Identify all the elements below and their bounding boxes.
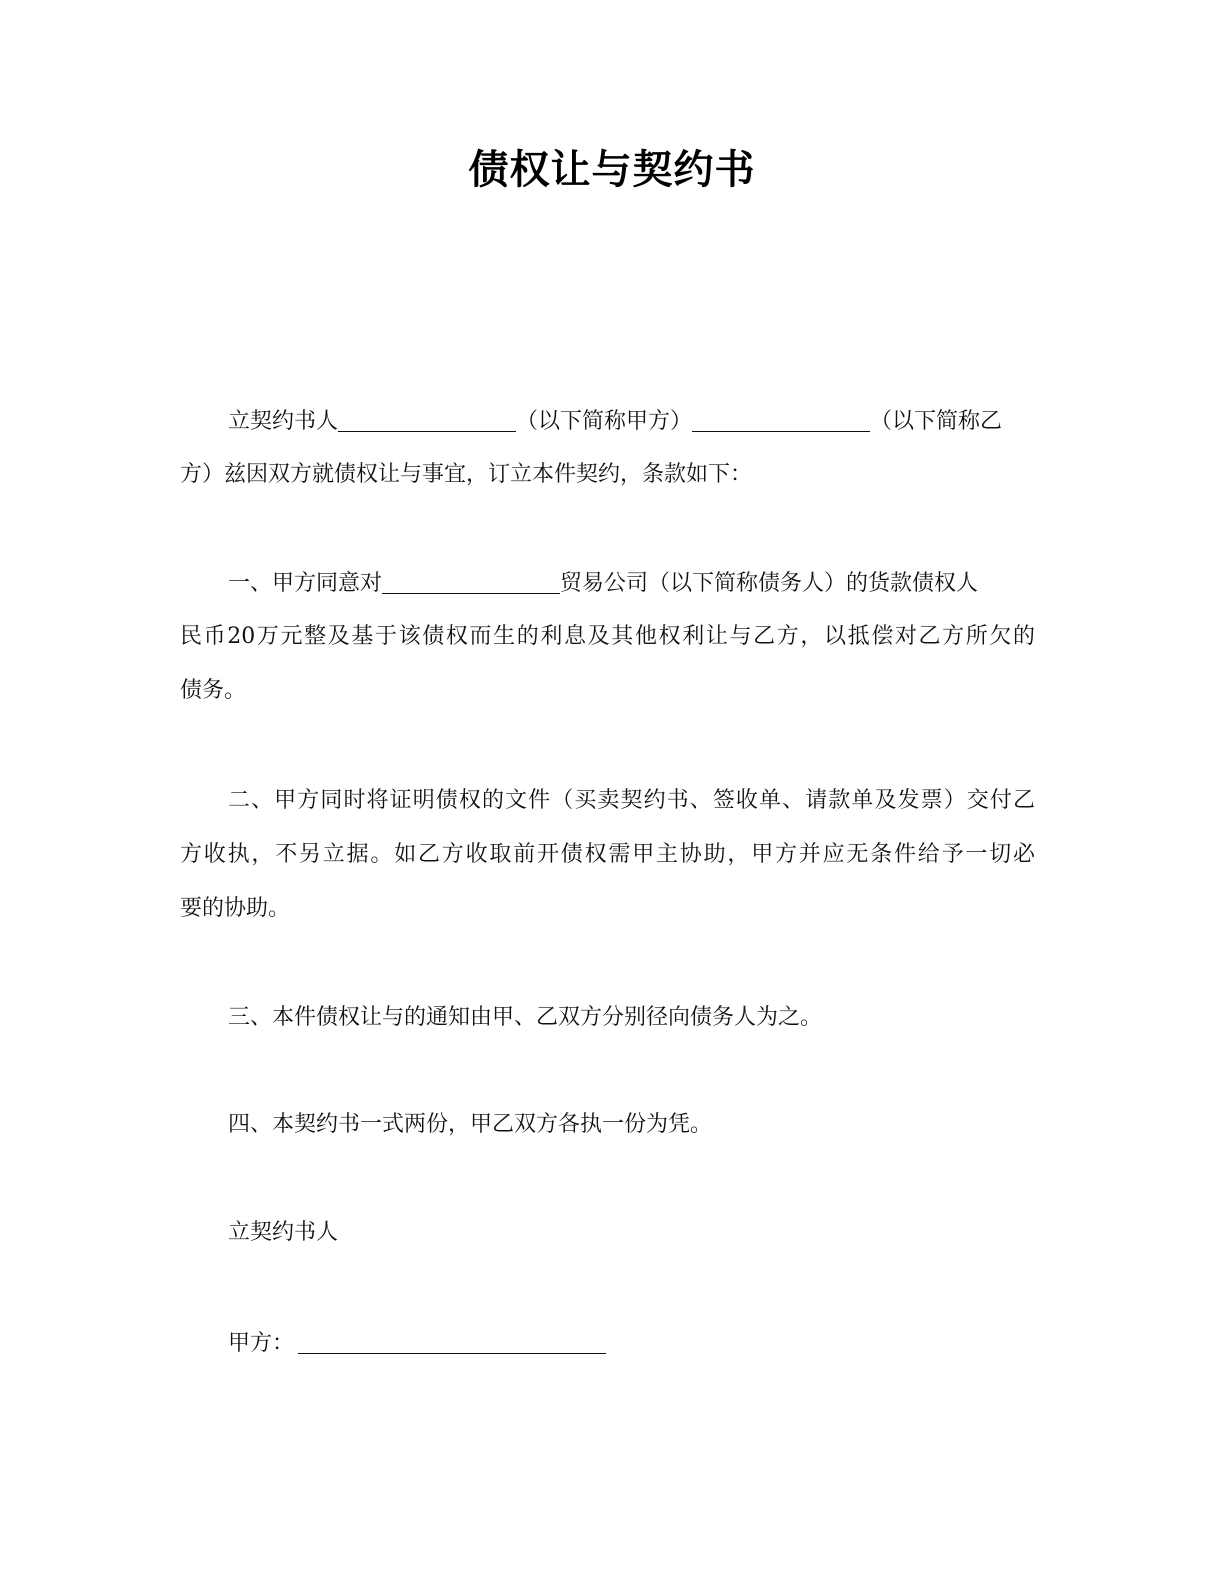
clause-2-line-1: 二、甲方同时将证明债权的文件（买卖契约书、签收单、请款单及发票）交付乙 <box>228 788 1035 813</box>
contractor-label: 立契约书人 <box>228 409 339 434</box>
document-title: 债权让与契约书 <box>468 147 756 193</box>
party-a-signature-blank[interactable] <box>298 1331 606 1354</box>
clause-1-intro: 一、甲方同意对 <box>228 571 383 596</box>
clause-1-line-2: 民币20万元整及基于该债权而生的利息及其他权利让与乙方，以抵偿对乙方所欠的 <box>180 624 1035 649</box>
clause-2-line-3: 要的协助。 <box>180 896 291 921</box>
signature-heading: 立契约书人 <box>228 1220 339 1245</box>
clause-4-line-1: 四、本契约书一式两份，甲乙双方各执一份为凭。 <box>228 1112 713 1137</box>
clause-1-line-1 <box>228 567 978 599</box>
clause-1-debtor-text: 贸易公司（以下简称债务人）的货款债权人 <box>560 571 979 596</box>
party-b-name-blank[interactable] <box>692 409 870 432</box>
clause-2-line-2: 方收执，不另立据。如乙方收取前开债权需甲主协助，甲方并应无条件给予一切必 <box>180 842 1035 867</box>
party-a-alias: （以下简称甲方） <box>516 409 693 434</box>
party-b-alias-start: （以下简称乙 <box>870 409 1003 434</box>
preamble-line-1 <box>228 405 1002 437</box>
clause-1-line-3: 债务。 <box>180 678 247 703</box>
party-a-signature-line <box>228 1327 606 1359</box>
party-a-name-blank[interactable] <box>338 409 516 432</box>
party-a-label: 甲方： <box>228 1331 295 1356</box>
preamble-line-2: 方）兹因双方就债权让与事宜，订立本件契约，条款如下： <box>180 462 753 487</box>
clause-3-line-1: 三、本件债权让与的通知由甲、乙双方分别径向债务人为之。 <box>228 1005 823 1030</box>
debtor-company-blank[interactable] <box>382 571 560 594</box>
